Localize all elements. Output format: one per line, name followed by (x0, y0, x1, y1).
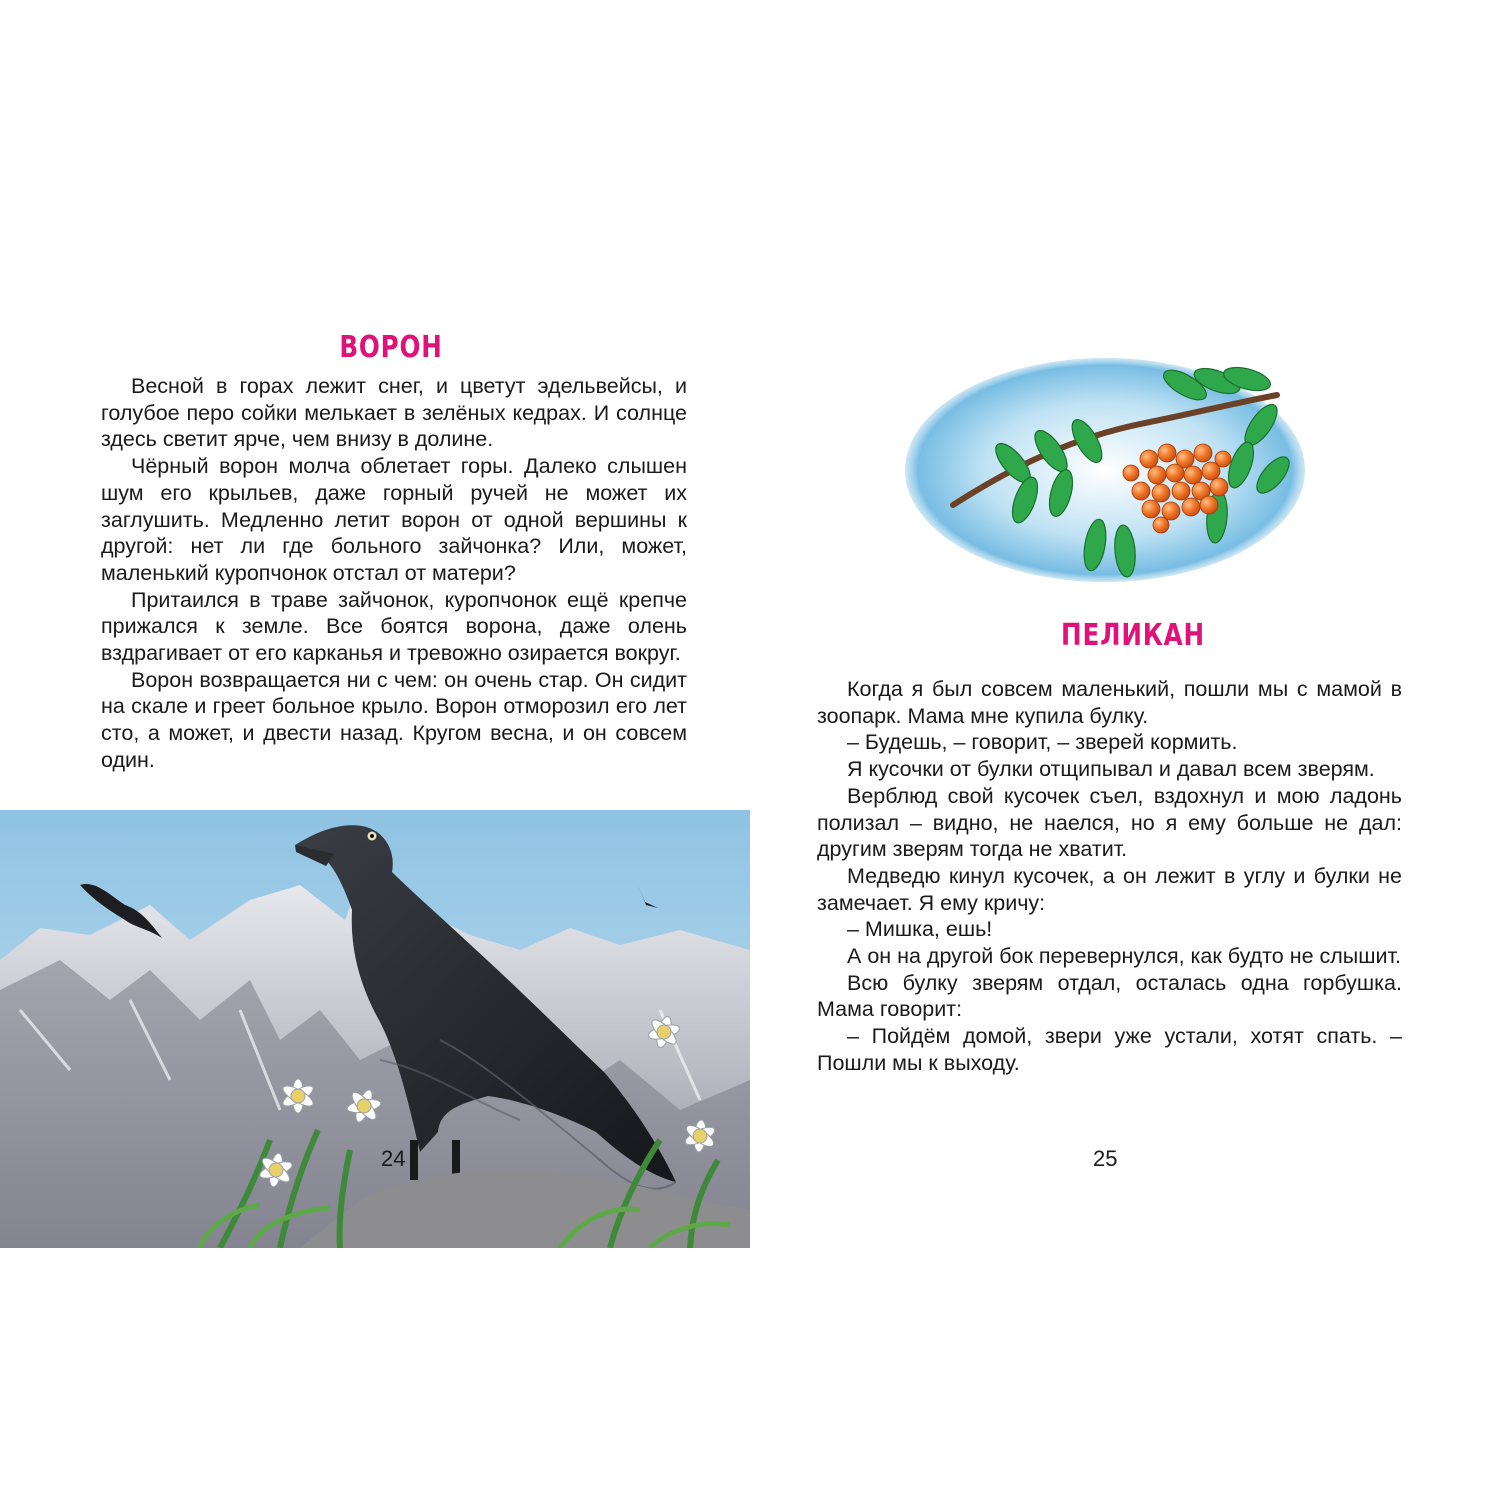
paragraph: А он на другой бок перевернулся, как будто не слышит. (847, 944, 1401, 969)
page-number: 24 (381, 1146, 406, 1171)
story-text-voron (101, 373, 687, 774)
paragraph: Ворон возвращается ни с чем: он очень стар. Он сидит на скале и греет больное крыло. Ворон отморозил его лет сто, а может, и двести назад. Кругом весна, и он совсем один. (101, 667, 687, 772)
page-number: 25 (1093, 1146, 1118, 1171)
story-title-pelikan: ПЕЛИКАН (1061, 618, 1205, 653)
paragraph: – Будешь, – говорит, – зверей кормить. (847, 730, 1238, 755)
paragraph: Я кусочки от булки отщипывал и давал всем зверям. (847, 757, 1375, 782)
paragraph: Весной в горах лежит снег, и цветут эдельвейсы, и голубое перо сойки мелькает в зелёных кедрах. И солнце здесь светит ярче, чем внизу в долине. (101, 374, 687, 452)
paragraph: Когда я был совсем маленький, пошли мы с мамой в зоопарк. Мама мне купила булку. (817, 677, 1402, 728)
paragraph: Всю булку зверям отдал, осталась одна горбушка. Мама говорит: (817, 970, 1402, 1022)
raven-on-mountain-illustration (0, 810, 750, 1248)
paragraph: Медведю кинул кусочек, а он лежит в углу и булки не замечает. Я ему кричу: (817, 863, 1402, 915)
paragraph: Чёрный ворон молча облетает горы. Далеко слышен шум его крыльев, даже горный ручей не может их заглушить. Медленно летит ворон от одной вершины к другой: нет ли где больного зайчонка? Или, может, маленький куропчонок отстал от матери? (101, 454, 687, 585)
paragraph: Верблюд свой кусочек съел, вздохнул и мою ладонь полизал – видно, не наелся, но я ему больше не дал: другим зверям тогда не хватит. (817, 783, 1402, 862)
story-title-voron: ВОРОН (339, 330, 443, 365)
right-page (750, 0, 1500, 1500)
paragraph: – Пойдём домой, звери уже устали, хотят спать. – Пошли мы к выходу. (817, 1024, 1402, 1075)
story-text-pelikan (817, 676, 1402, 1077)
paragraph: – Мишка, ешь! (847, 917, 993, 942)
rowan-branch-illustration (905, 355, 1305, 595)
paragraph: Притаился в траве зайчонок, куропчонок ещё крепче прижался к земле. Все боятся ворона, даже олень вздрагивает от его карканья и тревожно озирается вокруг. (101, 587, 687, 666)
